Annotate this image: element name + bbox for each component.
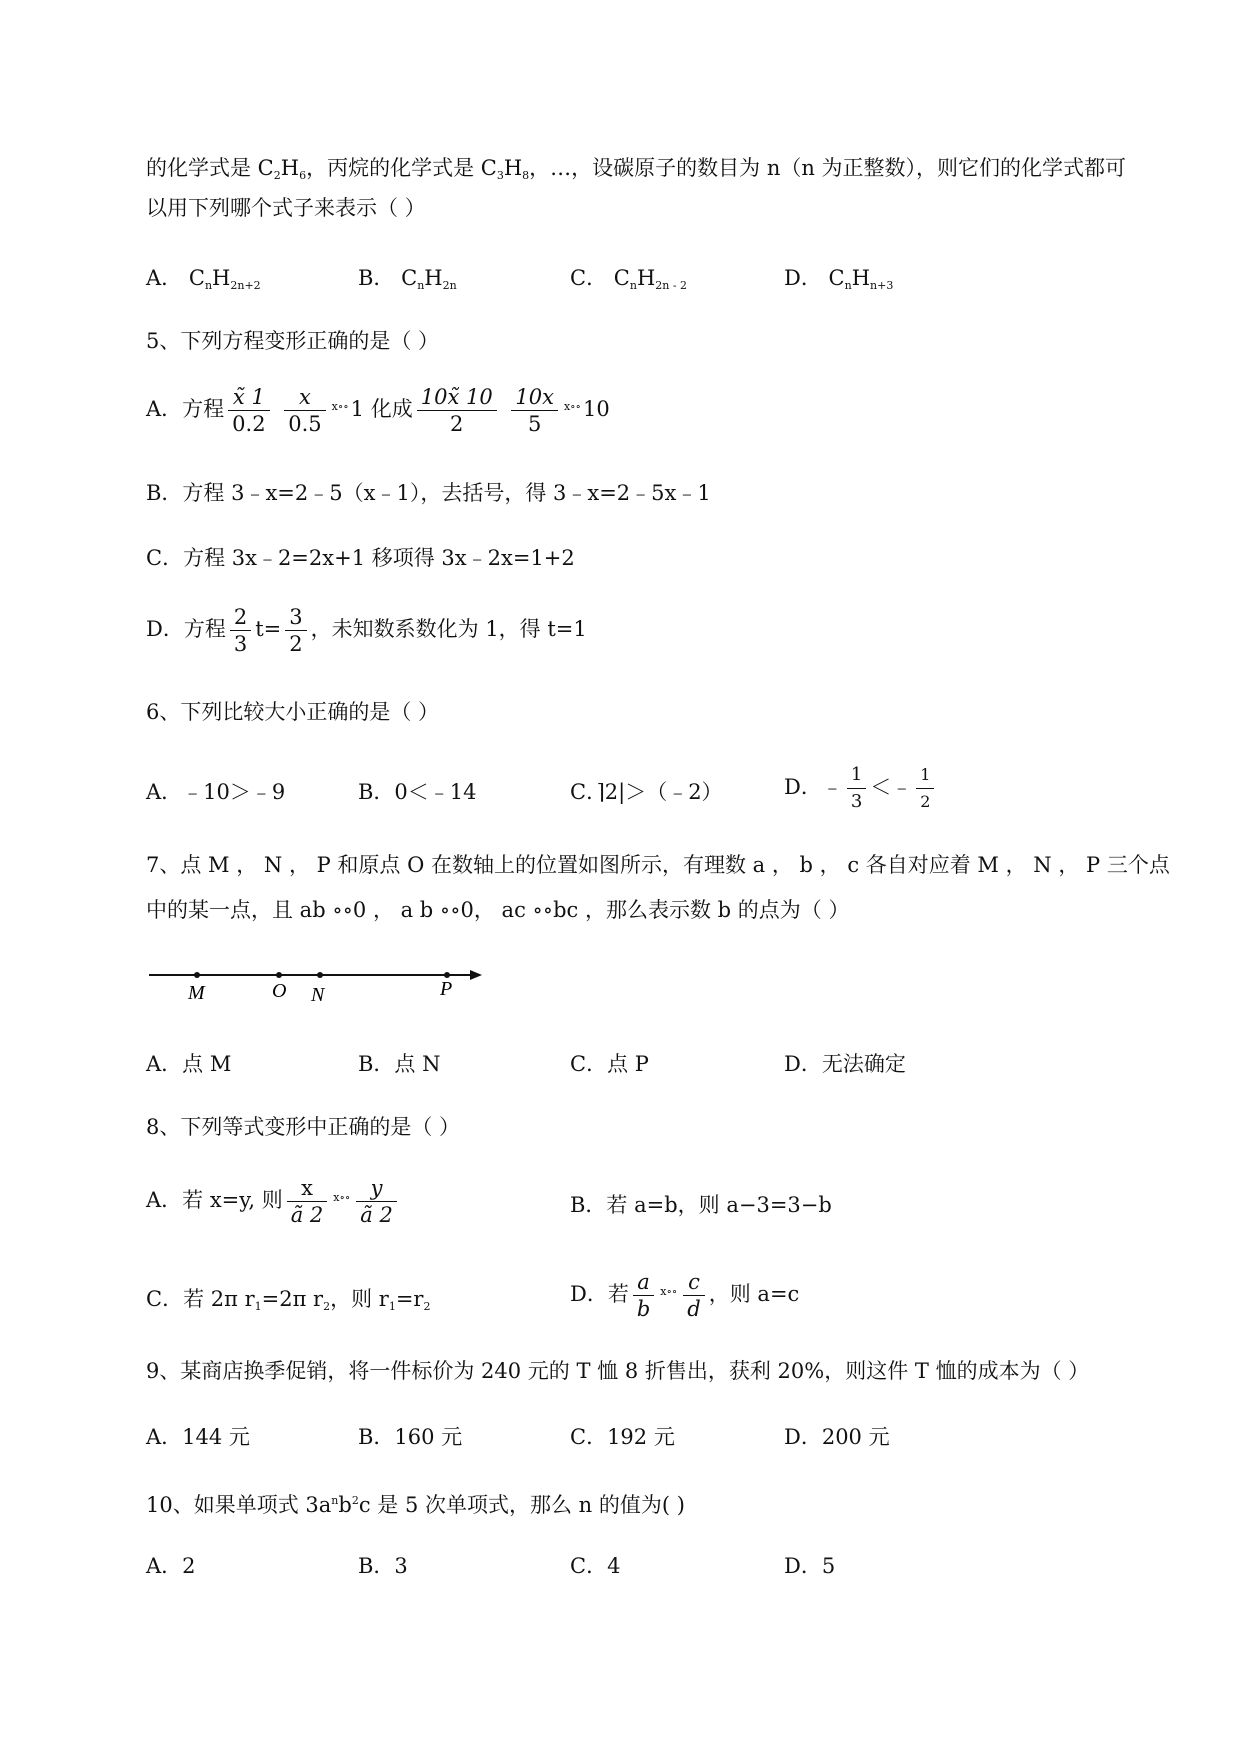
q6-stem: 6、下列比较大小正确的是（ ） [146,700,440,724]
q8-option-b: B．若 a=b，则 a−3=3−b [570,1193,832,1217]
label-o: O [272,980,287,1002]
q7-option-b: B．点 N [358,1052,441,1076]
fraction: $\frac{x}{ã 2}$ [287,1175,328,1228]
fraction: $\frac{10x̃ 10}{2}$ [417,384,497,437]
fraction: $\frac{c}{d}$ [683,1269,704,1322]
q5-option-d: D．方程 $\frac{2}{3}$ t= $\frac{3}{2}$ ，未知数系数化为 1，得 t=1 [146,605,587,656]
q9-option-a: A．144 元 [146,1425,250,1449]
label-n: N [311,984,325,1005]
q9-option-c: C．192 元 [570,1425,675,1449]
fraction: $\frac{a}{b}$ [633,1269,654,1322]
q10-option-a: A．2 [146,1554,196,1578]
fraction: $\frac{x}{0.5}$ [284,384,325,437]
q5-option-a: A．方程 $\frac{x̃ 1}{0.2}$ $\frac{x}{0.5}$ $^{x\circ\circ}$1 化成 $\frac{10x̃ 10}{2}$ $\frac{10x}{5}$ $^{x\circ\circ}$10 [146,385,610,436]
number-line-figure [146,955,486,1005]
q4-option-d: D． $C_nH_{n+3}$ [784,266,894,292]
q4-option-a: A． $C_nH_{2n+2}$ [146,266,261,292]
point-m [194,972,200,978]
q4-option-c: C． $C_nH_{2n - 2}$ [570,266,688,292]
q8-stem: 8、下列等式变形中正确的是（ ） [146,1115,461,1139]
q8-option-a: A．若 x=y, 则 $\frac{x}{ã 2}$ $^{x\circ\circ}$ $\frac{y}{ã 2}$ [146,1175,401,1228]
q6-option-d: D．﹣ $\frac{1}{3}$ ＜﹣ $\frac{1}{2}$ [784,762,938,815]
q7-stem-line2: 中的某一点，且 ab ∘∘0 ， a b ∘∘0， ac ∘∘bc ，那么表示数 b 的点为（ ） [146,898,850,922]
label-p: P [440,978,453,1000]
q10-option-b: B．3 [358,1554,408,1578]
q5-option-b: B．方程 3﹣x=2﹣5（x﹣1），去括号，得 3﹣x=2﹣5x﹣1 [146,481,711,505]
fraction: $\frac{1}{2}$ [916,762,934,815]
q7-option-d: D．无法确定 [784,1052,906,1076]
fraction: $\frac{1}{3}$ [847,762,866,815]
q8-option-d: D．若 $\frac{a}{b}$ $^{x\circ\circ}$ $\frac{c}{d}$ ，则 a=c [570,1270,800,1321]
point-n [317,972,323,978]
q7-option-a: A．点 M [146,1052,232,1076]
number-line-arrow [470,970,482,980]
q10-stem: 10、如果单项式 $3a^nb^2c$ 是 5 次单项式，那么 n 的值为( ) [146,1493,685,1517]
q4-stem-line2: 以用下列哪个式子来表示（ ） [146,196,426,220]
q6-option-c: C．⌉2|＞（﹣2） [570,780,723,804]
fraction: $\frac{2}{3}$ [230,604,251,657]
q10-option-c: C．4 [570,1554,621,1578]
q6-option-a: A．﹣10＞﹣9 [146,780,286,804]
q9-stem: 9、某商店换季促销，将一件标价为 240 元的 T 恤 8 折售出，获利 20%，则这件 T 恤的成本为（ ） [146,1359,1090,1383]
label-m: M [188,982,205,1004]
fraction: $\frac{y}{ã 2}$ [356,1175,397,1228]
fraction: $\frac{x̃ 1}{0.2}$ [228,384,269,437]
q5-option-c: C．方程 3x﹣2=2x+1 移项得 3x﹣2x=1+2 [146,546,575,570]
q7-stem-line1: 7、点 M ， N ， P 和原点 O 在数轴上的位置如图所示，有理数 a ， b ， c 各自对应着 M ， N ， P 三个点 [146,853,1170,877]
q7-option-c: C．点 P [570,1052,649,1076]
fraction: $\frac{3}{2}$ [285,604,306,657]
q4-stem-line1: 的化学式是 $C_2H_6$，丙烷的化学式是 $C_3H_8$，…，设碳原子的数目为 n（n 为正整数），则它们的化学式都可 [146,156,1127,182]
q9-option-d: D．200 元 [784,1425,890,1449]
q8-option-c: C．若 2π $r_1=2\pi$ $r_2$，则 $r_1=r_2$ [146,1287,431,1313]
fraction: $\frac{10x}{5}$ [511,384,558,437]
q5-stem: 5、下列方程变形正确的是（ ） [146,329,440,353]
point-o [276,972,282,978]
q4-option-b: B． $C_nH_{2n}$ [358,266,457,292]
q9-option-b: B．160 元 [358,1425,463,1449]
q10-option-d: D．5 [784,1554,836,1578]
q6-option-b: B．0＜﹣14 [358,780,477,804]
